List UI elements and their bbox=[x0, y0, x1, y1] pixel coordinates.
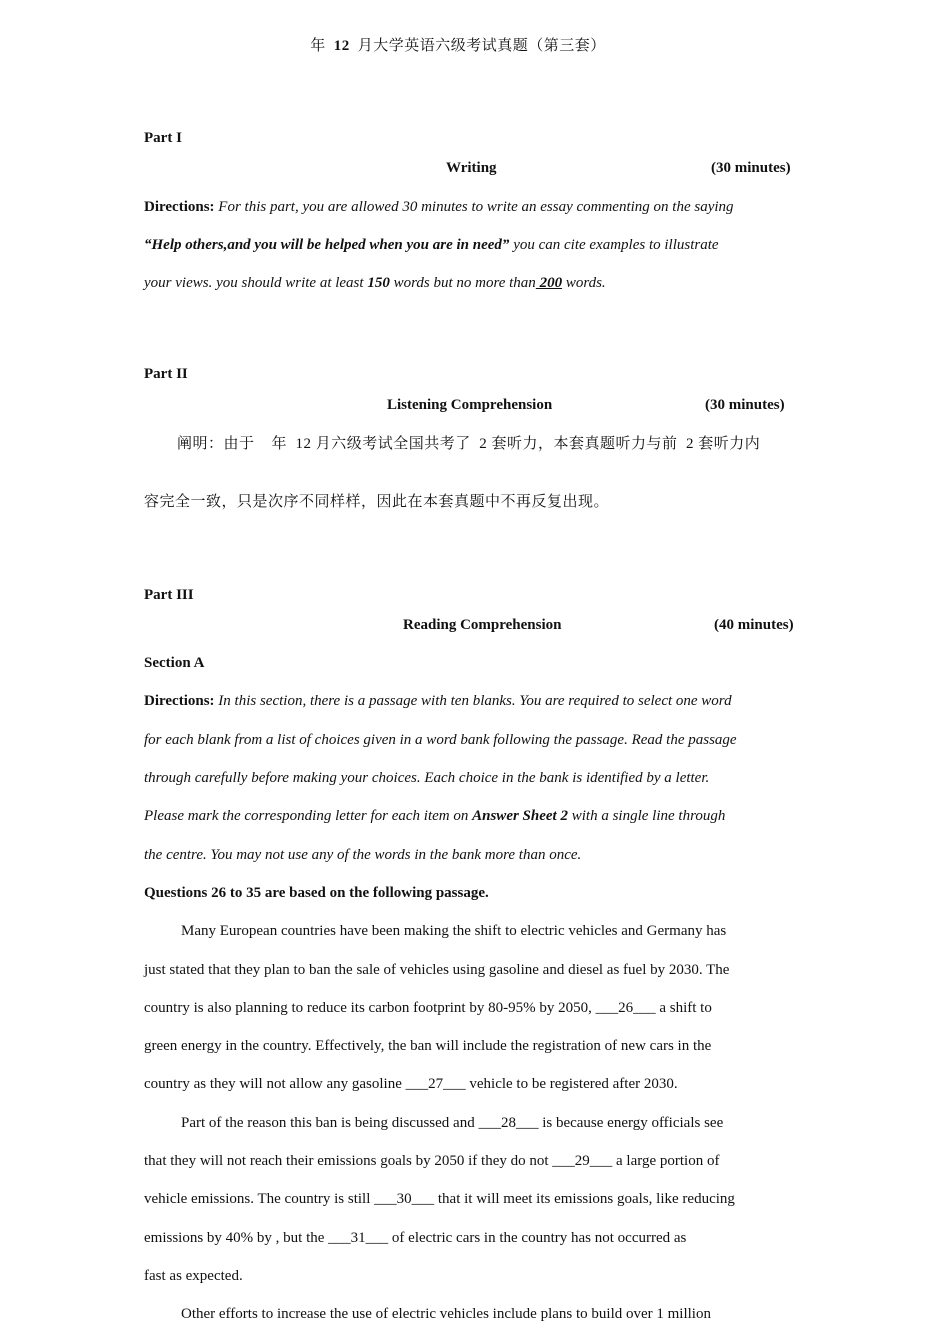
part1-label: Part I bbox=[144, 130, 182, 146]
part1-heading: Writing bbox=[446, 160, 497, 176]
min-words: 150 bbox=[367, 275, 390, 291]
document-title bbox=[0, 36, 916, 56]
title-prefix: 年 bbox=[310, 38, 326, 54]
part3-directions-line4 bbox=[144, 806, 725, 826]
part3-label: Part III bbox=[144, 587, 194, 603]
directions-text: with a single line through bbox=[567, 808, 726, 824]
part2-time: (30 minutes) bbox=[705, 397, 785, 413]
part2-note-line2: 容完全一致，只是次序不同样样，因此在本套真题中不再反复出现。 bbox=[144, 494, 610, 510]
part3-directions-line2: for each blank from a list of choices given in a word bank following the passage. Read the passage bbox=[144, 732, 737, 748]
directions-text: In this section, there is a passage with ten blanks. You are required to select one word bbox=[218, 693, 732, 709]
directions-label: Directions: bbox=[144, 693, 215, 709]
part1-time: (30 minutes) bbox=[711, 160, 791, 176]
passage-line: Other efforts to increase the use of electric vehicles include plans to build over 1 million bbox=[181, 1306, 711, 1322]
part2-label: Part II bbox=[144, 366, 188, 382]
passage-line: Part of the reason this ban is being discussed and ___28___ is because energy officials see bbox=[181, 1115, 724, 1131]
directions-text: you can cite examples to illustrate bbox=[509, 237, 719, 253]
directions-text: words but no more than bbox=[389, 275, 536, 291]
directions-text: your views. you should write at least bbox=[144, 275, 368, 291]
max-words: 200 bbox=[535, 275, 563, 291]
passage-line: emissions by 40% by , but the ___31___ of electric cars in the country has not occurred as bbox=[144, 1230, 687, 1246]
part1-directions-line1 bbox=[144, 197, 734, 217]
part3-directions-line3: through carefully before making your choices. Each choice in the bank is identified by a letter. bbox=[144, 770, 710, 786]
passage-line: just stated that they plan to ban the sale of vehicles using gasoline and diesel as fuel by 2030. The bbox=[144, 962, 730, 978]
part3-directions-line5: the centre. You may not use any of the words in the bank more than once. bbox=[144, 847, 582, 863]
passage-line: green energy in the country. Effectively, the ban will include the registration of new cars in the bbox=[144, 1038, 712, 1054]
passage-line: fast as expected. bbox=[144, 1268, 243, 1284]
passage-line: country as they will not allow any gasoline ___27___ vehicle to be registered after 2030. bbox=[144, 1076, 678, 1092]
part1-directions-line2 bbox=[144, 235, 719, 255]
part3-directions-line1 bbox=[144, 691, 732, 711]
passage-line: vehicle emissions. The country is still ___30___ that it will meet its emissions goals, like reducing bbox=[144, 1191, 735, 1207]
passage-line: Many European countries have been making the shift to electric vehicles and Germany has bbox=[181, 923, 727, 939]
directions-text: words. bbox=[562, 275, 606, 291]
title-year: 12 bbox=[333, 38, 350, 54]
part3-heading: Reading Comprehension bbox=[403, 617, 562, 633]
questions-heading: Questions 26 to 35 are based on the following passage. bbox=[144, 885, 489, 901]
directions-label: Directions: bbox=[144, 199, 215, 215]
part2-heading: Listening Comprehension bbox=[387, 397, 553, 413]
saying-quote: “Help others,and you will be helped when you are in need” bbox=[144, 237, 510, 253]
directions-text: Please mark the corresponding letter for each item on bbox=[144, 808, 473, 824]
part2-note-line1: 阐明：由于 年 12 月六级考试全国共考了 2 套听力，本套真题听力与前 2 套听力内 bbox=[177, 436, 761, 452]
part3-time: (40 minutes) bbox=[714, 617, 794, 633]
directions-text: For this part, you are allowed 30 minutes to write an essay commenting on the saying bbox=[218, 199, 734, 215]
section-a-label: Section A bbox=[144, 655, 205, 671]
part1-directions-line3 bbox=[144, 273, 606, 293]
passage-line: country is also planning to reduce its carbon footprint by 80-95% by 2050, ___26___ a shift to bbox=[144, 1000, 712, 1016]
answer-sheet-ref: Answer Sheet 2 bbox=[472, 808, 568, 824]
passage-line: that they will not reach their emissions goals by 2050 if they do not ___29___ a large portion of bbox=[144, 1153, 720, 1169]
title-text: 月大学英语六级考试真题（第三套） bbox=[357, 38, 606, 54]
